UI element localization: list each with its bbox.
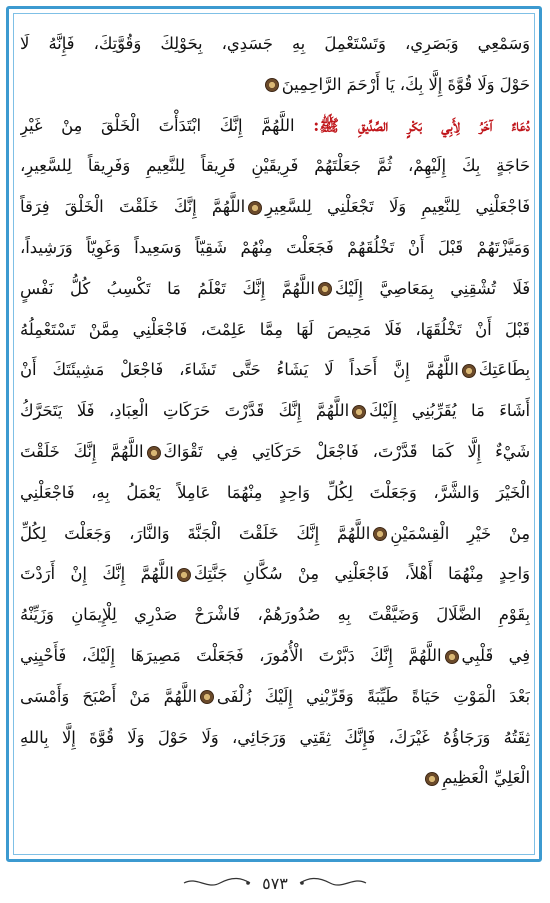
- rosette-ornament-icon: [373, 527, 387, 541]
- text-segment: بَعْدَ الْمَوْتِ حَيَاةً طَيِّبَةً وَقَرِّبْنِي إِلَيْكَ زُلْفَى: [216, 686, 530, 706]
- text-segment: اللَّهُمَّ إِنَّكَ إِنْ أَرَدْتَ: [20, 564, 174, 584]
- text-segment: فَاجْعَلْنِي لِلنَّعِيمِ وَلَا تَجْعَلْنِي لِلسَّعِيرِ: [265, 197, 530, 217]
- rosette-ornament-icon: [462, 364, 476, 378]
- page-footer: [0, 868, 550, 898]
- text-segment: اللَّهُمَّ مَنْ أَصْبَحَ وَأَمْسَى: [20, 686, 197, 706]
- flourish-right-icon: [298, 876, 368, 890]
- text-segment: ثِقَتُهُ وَرَجَاؤُهُ غَيْرَكَ، فَإِنَّكَ ثِقَتِي وَرَجَائِي، وَلَا حَوْلَ وَلَا قُوَّةَ إِلَّا بِاللهِ: [20, 727, 530, 747]
- text-line: [20, 310, 530, 350]
- text-segment: اللَّهُمَّ إِنَّكَ ابْتَدَأْتَ الْخَلْقَ مِنْ غَيْرِ: [20, 115, 314, 135]
- text-segment: بِطَاعَتِكَ: [478, 360, 530, 380]
- text-segment: مِنْ خَيْرِ الْقِسْمَيْنِ: [390, 523, 530, 543]
- text-segment: اللَّهُمَّ إِنَّكَ تَعْلَمُ مَا تَكْسِبُ كُلُّ نَفْسٍ: [20, 278, 315, 298]
- text-segment: وَسَمْعِي وَبَصَرِي، وَتَسْتَعْمِلَ بِهِ جَسَدِي، بِحَوْلِكَ وَقُوَّتِكَ، فَإِنَّهُ لَا: [20, 34, 530, 53]
- text-segment: وَمَيَّزْتَهُمْ قَبْلَ أَنْ تَخْلُقَهُمْ فَجَعَلْتَ مِنْهُمْ شَقِيّاً وَسَعِيداً وَغَوِيّاً وَرَشِيداً،: [20, 238, 530, 257]
- text-segment: شَيْءٌ إِلَّا كَمَا قَدَّرْتَ، فَاجْعَلْ حَرَكَاتِي فِي تَقْوَاكَ: [163, 442, 530, 461]
- text-line: [20, 391, 530, 431]
- text-segment: بِقَوْمِ الضَّلَالَ وَضَيَّقْتَ بِهِ صُدُورَهُمْ، فَاشْرَحْ صَدْرِي لِلْإِيمَانِ وَزَيِّنْهُ: [20, 605, 530, 625]
- text-line: [20, 269, 530, 309]
- text-segment: وَاحِدٍ مِنْهُمَا أَهْلاً، فَاجْعَلْنِي مِنْ سُكَّانِ جَنَّتِكَ: [193, 564, 530, 584]
- text-line: [20, 106, 530, 146]
- rosette-ornament-icon: [445, 650, 459, 664]
- text-segment: اللَّهُمَّ إِنَّكَ خَلَقْتَ الْخَلْقَ فِرَقاً: [20, 197, 246, 217]
- text-segment: اللَّهُمَّ إِنَّكَ دَبَّرْتَ الْأُمُورَ، فَجَعَلْتَ مَصِيرَهَا إِلَيْكَ، فَأَحْيِنِي: [20, 646, 442, 665]
- text-segment: الْعَلِيِّ الْعَظِيمِ: [442, 768, 530, 788]
- text-body: [20, 10, 530, 860]
- text-line: [20, 146, 530, 186]
- text-segment: قَبْلَ أَنْ تَخْلُقَهَا، فَلَا مَحِيصَ لَهَا مِمَّا عَلِمْتَ، فَاجْعَلْنِي مِمَّنْ تَسْتَعْمِلُهُ: [20, 319, 530, 339]
- rosette-ornament-icon: [318, 282, 332, 296]
- text-line: [20, 187, 530, 227]
- text-line: [20, 350, 530, 390]
- text-segment: فَلَا تُشْقِنِي بِمَعَاصِيَّ إِلَيْكَ: [334, 278, 530, 298]
- rosette-ornament-icon: [425, 772, 439, 786]
- rosette-ornament-icon: [265, 78, 279, 92]
- rosette-ornament-icon: [352, 405, 366, 419]
- text-segment: حَاجَةٍ بِكَ إِلَيْهِمْ، ثُمَّ جَعَلْتَهُمْ فَرِيقَيْنِ فَرِيقاً لِلنَّعِيمِ وَفَرِيقاً لِلسَّعِيرِ،: [20, 156, 530, 176]
- text-line: [20, 758, 530, 798]
- text-segment: اللَّهُمَّ إِنَّ أَحَداً لَا يَشَاءُ حَتَّى تَشَاءَ، فَاجْعَلْ مَشِيئَتَكَ أَنْ: [20, 360, 459, 380]
- text-segment: اللَّهُمَّ إِنَّكَ قَدَّرْتَ حَرَكَاتِ الْعِبَادِ، فَلَا يَتَحَرَّكُ: [20, 401, 350, 421]
- text-segment: فِي قَلْبِي: [461, 646, 530, 665]
- rosette-ornament-icon: [248, 201, 262, 215]
- text-segment: الْخَيْرَ وَالشَّرَّ، وَجَعَلْتَ لِكُلِّ وَاحِدٍ مِنْهُمَا عَامِلاً يَعْمَلُ بِهِ، فَاجْعَلْنِي: [20, 482, 530, 502]
- rosette-ornament-icon: [177, 568, 191, 582]
- text-line: [20, 473, 530, 513]
- text-line: [20, 432, 530, 472]
- text-line: [20, 718, 530, 758]
- text-segment: اللَّهُمَّ إِنَّكَ خَلَقْتَ: [20, 442, 144, 461]
- text-line: [20, 228, 530, 268]
- text-line: [20, 24, 530, 64]
- text-line: [20, 65, 530, 105]
- text-line: [20, 677, 530, 717]
- text-line: [20, 554, 530, 594]
- dua-heading: دُعَاءٌ آخَرُ لِأَبِي بَكْرٍ الصِّدِّيقِ ﷺ:: [313, 115, 530, 135]
- text-segment: أَشَاءَ مَا يُقَرِّبُنِي إِلَيْكَ: [369, 401, 530, 421]
- text-segment: اللَّهُمَّ إِنَّكَ خَلَقْتَ الْجَنَّةَ وَالنَّارَ، وَجَعَلْتَ لِكُلِّ: [20, 523, 371, 543]
- text-line: [20, 636, 530, 676]
- text-line: [20, 595, 530, 635]
- text-segment: حَوْلَ وَلَا قُوَّةَ إِلَّا بِكَ، يَا أَرْحَمَ الرَّاحِمِينَ: [281, 74, 530, 94]
- rosette-ornament-icon: [147, 446, 161, 460]
- text-line: [20, 514, 530, 554]
- flourish-left-icon: [182, 876, 252, 890]
- rosette-ornament-icon: [200, 690, 214, 704]
- page-number: ٥٧٣: [262, 873, 288, 893]
